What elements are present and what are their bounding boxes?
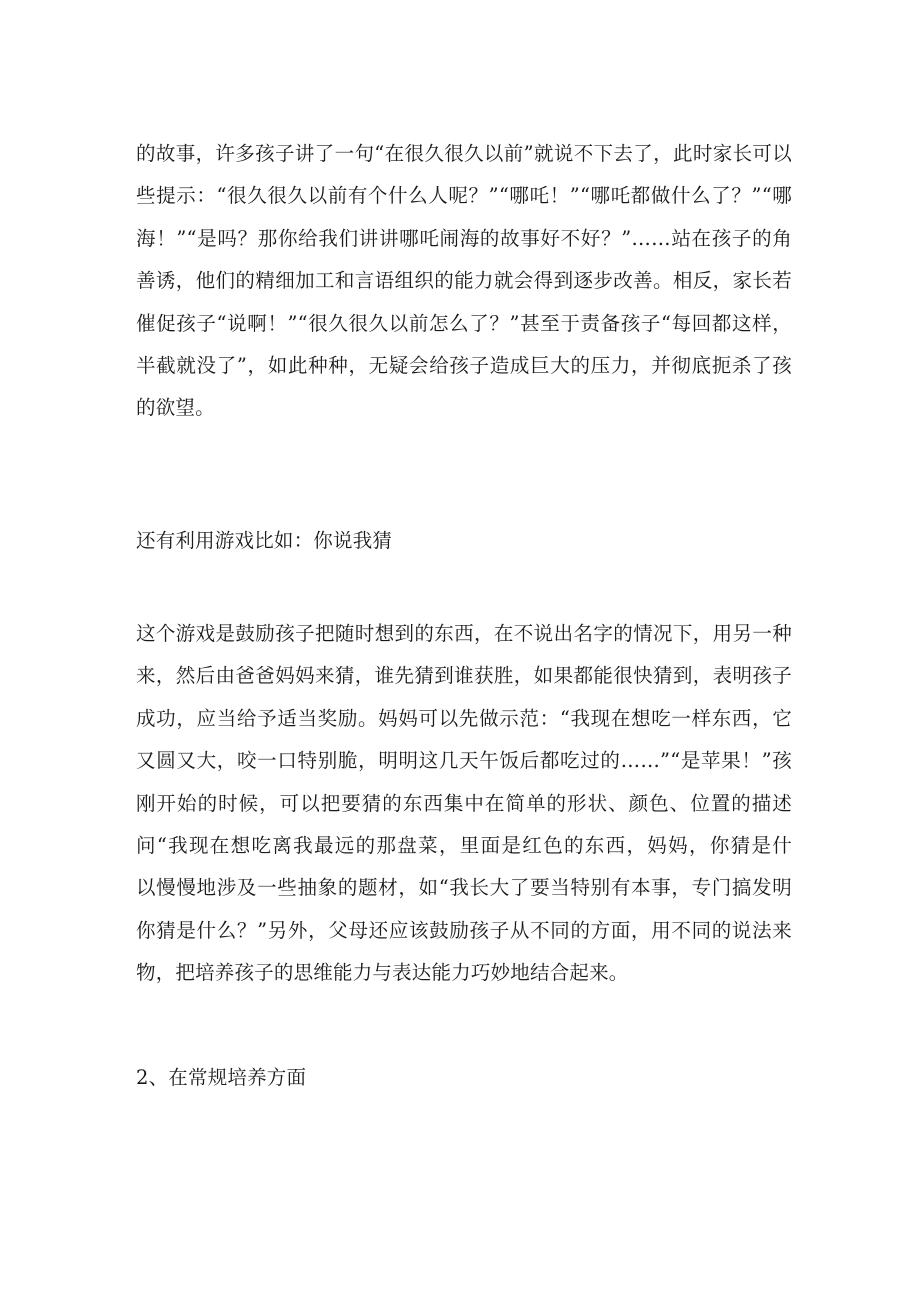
text-line: 这个游戏是鼓励孩子把随时想到的东西，在不说出名字的情况下，用另一种	[136, 622, 792, 645]
text-line: 的欲望。	[136, 396, 215, 420]
text-line: 问“我现在想吃离我最远的那盘菜，里面是红色的东西，妈妈，你猜是什	[136, 833, 792, 857]
text-line: 海！”“是吗？那你给我们讲讲哪吒闹海的故事好不好？”……站在孩子的角	[136, 226, 792, 250]
paragraph-game-intro	[136, 526, 792, 568]
text-line: 物，把培养孩子的思维能力与表达能力巧妙地结合起来。	[136, 961, 629, 985]
text-line: 以慢慢地涉及一些抽象的题材，如“我长大了要当特别有本事，专门搞发明	[136, 876, 792, 900]
text-line: 些提示：“很久很久以前有个什么人呢？”“哪吒！”“哪吒都做什么了？”“哪	[136, 184, 792, 208]
text-line: 来，然后由爸爸妈妈来猜，谁先猜到谁获胜，如果都能很快猜到，表明孩子	[136, 664, 792, 688]
text-line: 成功，应当给予适当奖励。妈妈可以先做示范：“我现在想吃一样东西，它	[136, 706, 792, 730]
heading-text: 2、在常规培养方面	[136, 1066, 307, 1089]
paragraph-storytelling	[136, 139, 792, 436]
text-line: 半截就没了”，如此种种，无疑会给孩子造成巨大的压力，并彻底扼杀了孩	[136, 353, 792, 377]
text-line: 又圆又大，咬一口特别脆，明明这几天午饭后都吃过的……”“是苹果！”孩	[136, 749, 792, 773]
text-line: 刚开始的时候，可以把要猜的东西集中在简单的形状、颜色、位置的描述	[136, 791, 792, 815]
text-line: 善诱，他们的精细加工和言语组织的能力就会得到逐步改善。相反，家长若	[136, 269, 792, 293]
paragraph-guessing-game	[136, 619, 792, 1001]
text-line: 你猜是什么？”另外，父母还应该鼓励孩子从不同的方面，用不同的说法来	[136, 918, 792, 942]
section-heading	[136, 1063, 792, 1105]
text-line: 催促孩子“说啊！”“很久很久以前怎么了？”甚至于责备孩子“每回都这样，	[136, 311, 792, 335]
text-line: 的故事，许多孩子讲了一句“在很久很久以前”就说不下去了，此时家长可以	[136, 142, 792, 165]
text-line: 还有利用游戏比如：你说我猜	[136, 529, 393, 552]
